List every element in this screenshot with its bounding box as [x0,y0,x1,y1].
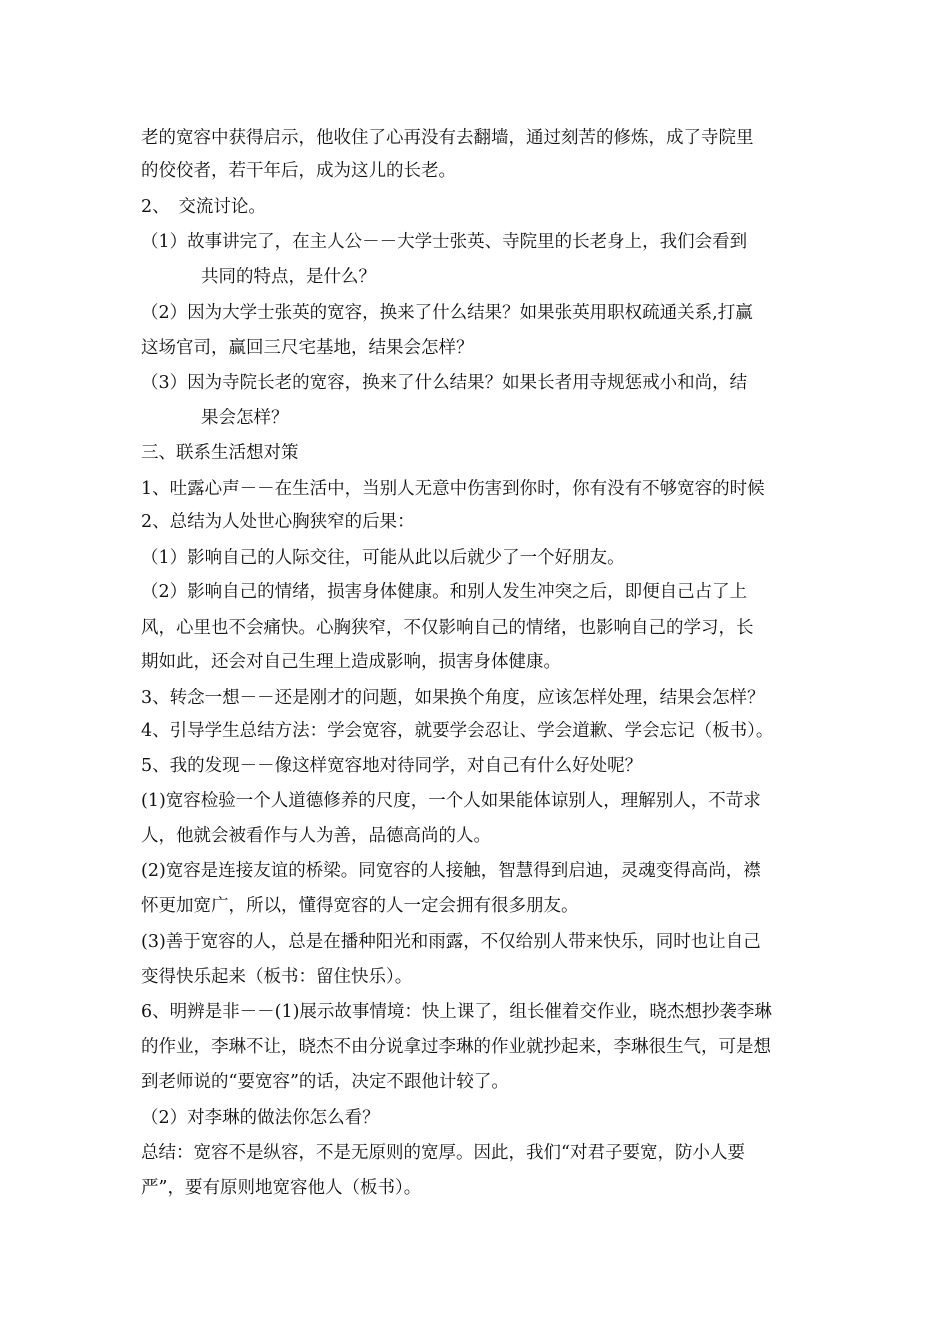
text-line: 2、总结为人处世心胸狭窄的后果： [141,512,415,532]
text-line: （2）对李琳的做法你怎么看？ [141,1108,380,1128]
text-line: 人，他就会被看作与人为善，品德高尚的人。 [141,826,491,846]
text-line: 2、 交流讨论。 [141,197,266,217]
text-line: 的作业，李琳不让，晓杰不由分说拿过李琳的作业就抄起来，李琳很生气，可是想 [141,1037,771,1057]
text-line: （2）因为大学士张英的宽容，换来了什么结果？如果张英用职权疏通关系,打赢 [141,303,753,323]
text-line: 变得快乐起来（板书：留住快乐）。 [141,967,413,987]
text-line: 到老师说的“要宽容”的话，决定不跟他计较了。 [141,1072,509,1092]
text-line: 1、吐露心声－－在生活中，当别人无意中伤害到你时，你有没有不够宽容的时候 [141,479,765,499]
text-line: (1)宽容检验一个人道德修养的尺度，一个人如果能体谅别人，理解别人，不苛求 [141,791,761,811]
text-line: 这场官司，赢回三尺宅基地，结果会怎样？ [141,338,474,358]
text-line: 严”，要有原则地宽容他人（板书）。 [141,1178,422,1198]
text-line: 总结：宽容不是纵容，不是无原则的宽厚。因此，我们“对君子要宽，防小人要 [141,1143,745,1163]
text-line: 3、转念一想－－还是刚才的问题，如果换个角度，应该怎样处理，结果会怎样？ [141,688,765,708]
text-line: 6、明辨是非－－(1)展示故事情境：快上课了，组长催着交作业，晓杰想抄袭李琳 [141,1002,772,1022]
section-heading: 三、联系生活想对策 [141,443,299,463]
text-line: 5、我的发现－－像这样宽容地对待同学，对自己有什么好处呢？ [141,756,643,776]
text-line: 老的宽容中获得启示，他收住了心再没有去翻墙，通过刻苦的修炼，成了寺院里 [141,128,754,148]
text-line: 4、引导学生总结方法：学会宽容，就要学会忍让、学会道歉、学会忘记（板书）。 [141,721,774,741]
text-line: （1）故事讲完了，在主人公－－大学士张英、寺院里的长老身上，我们会看到 [141,232,748,252]
text-line: (2)宽容是连接友谊的桥梁。同宽容的人接触，智慧得到启迪，灵魂变得高尚，襟 [141,861,761,881]
text-line: (3)善于宽容的人，总是在播种阳光和雨露，不仅给别人带来快乐，同时也让自己 [141,932,761,952]
text-line: 的佼佼者，若干年后，成为这儿的长老。 [141,161,456,181]
text-line: 风，心里也不会痛快。心胸狭窄，不仅影响自己的情绪，也影响自己的学习，长 [141,618,754,638]
text-line: 果会怎样？ [201,408,289,428]
text-line: 期如此，还会对自己生理上造成影响，损害身体健康。 [141,652,561,672]
text-line: 怀更加宽广，所以，懂得宽容的人一定会拥有很多朋友。 [141,896,579,916]
text-line: （2）影响自己的情绪，损害身体健康。和别人发生冲突之后，即便自己占了上 [141,582,748,602]
text-line: （3）因为寺院长老的宽容，换来了什么结果？如果长者用寺规惩戒小和尚，结 [141,373,748,393]
text-line: （1）影响自己的人际交往，可能从此以后就少了一个好朋友。 [141,548,625,568]
text-line: 共同的特点，是什么？ [201,267,376,287]
